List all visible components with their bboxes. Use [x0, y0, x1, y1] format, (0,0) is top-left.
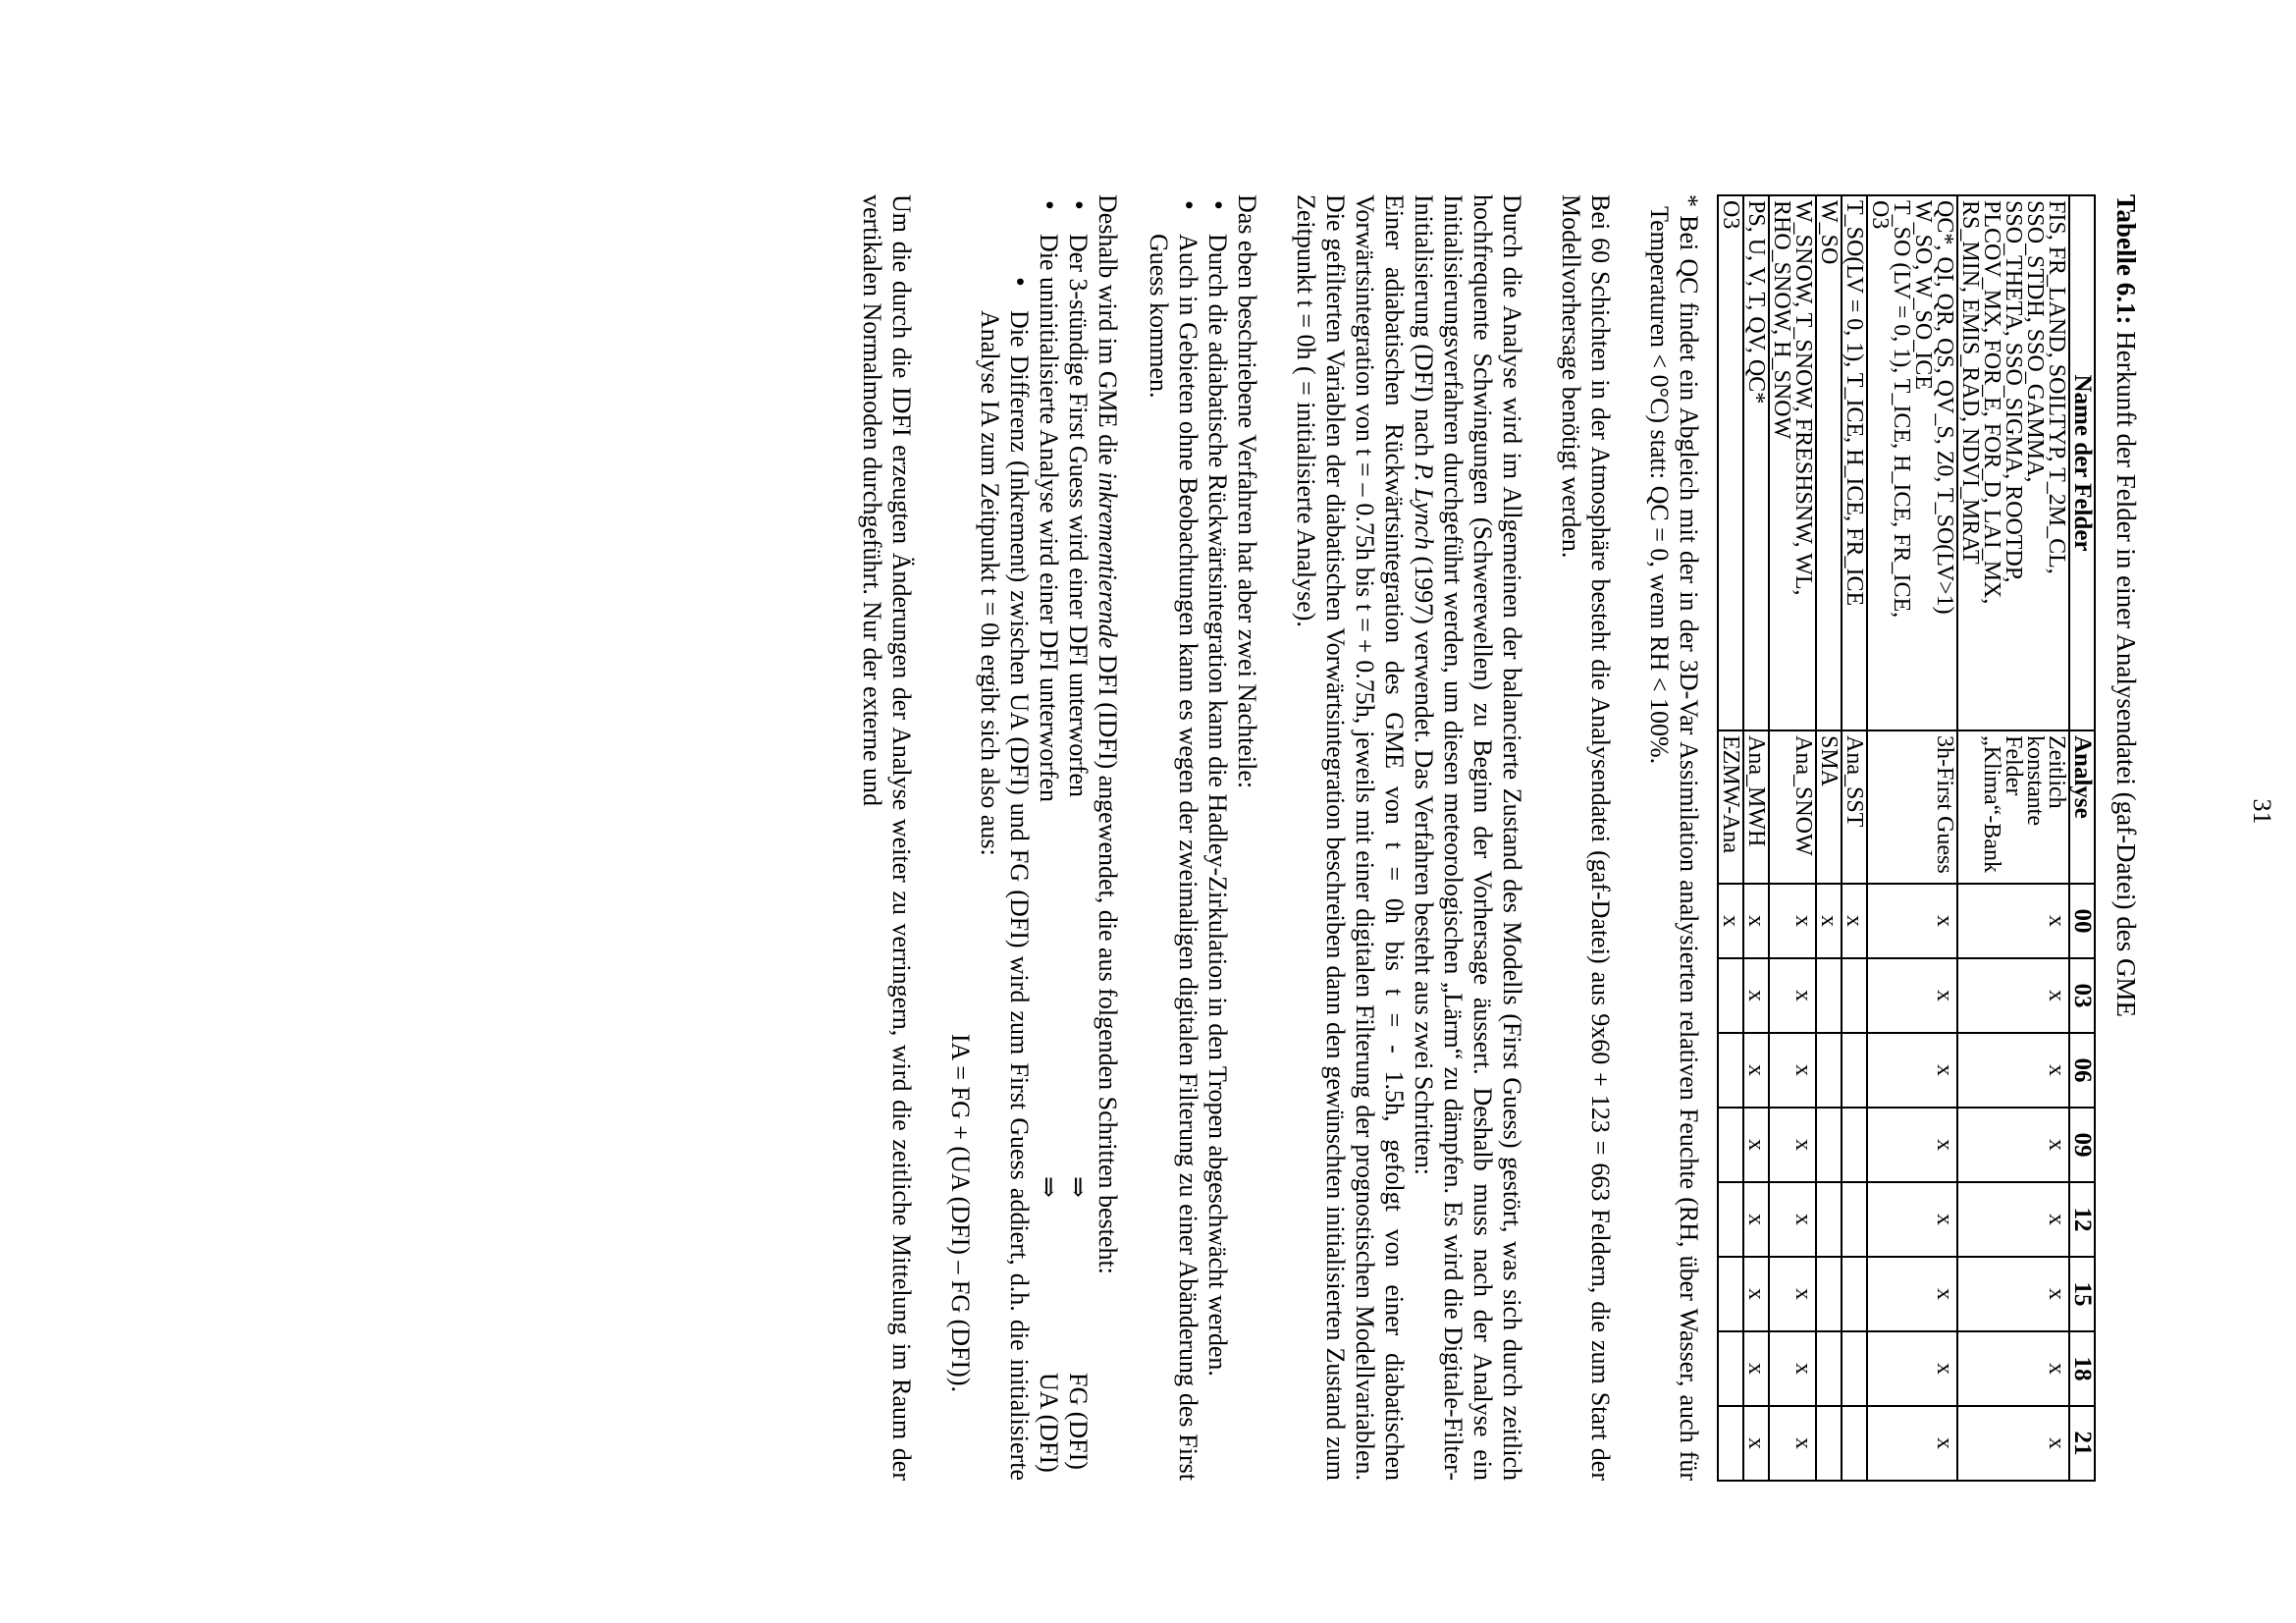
table-caption: [2111, 194, 2141, 1481]
field-line: RS_MIN, EMIS_RAD, NDVI_MRAT: [1957, 200, 1983, 565]
list-item: [1034, 234, 1063, 1481]
cell-analyse: [1718, 730, 1743, 884]
cell-hour-mark: [1718, 1257, 1743, 1331]
paragraph-idfi: [1093, 194, 1122, 1481]
emphasis: inkrementierende: [1094, 471, 1122, 649]
cell-hour-mark: x: [1769, 1182, 1816, 1257]
cell-hour-mark: [1816, 958, 1842, 1033]
paragraph-closing: Um die durch die IDFI erzeugten Änderungen der Analyse weiter zu verringern, wird die zeitliche Mittelung im Raum der vertikalen Normalmoden durchgeführt. Nur der externe und: [858, 194, 916, 1481]
cell-hour-mark: [1718, 1108, 1743, 1182]
table-row: [1867, 195, 1957, 1481]
header-hour: 12: [2069, 1182, 2095, 1257]
cell-hour-mark: [1842, 1182, 1867, 1257]
paragraph-analysis: [1409, 194, 1526, 1481]
analyse-line: Ana_MWH: [1743, 735, 1769, 847]
header-hour: 09: [2069, 1108, 2095, 1182]
cell-analyse: [1769, 730, 1816, 884]
field-line: SSO_THETA, SSO_SIGMA, ROOTDP,: [2001, 200, 2026, 583]
table-header-row: [2069, 195, 2095, 1481]
cell-hour-mark: x: [1743, 1331, 1769, 1406]
cell-hour-mark: x: [1816, 884, 1842, 958]
header-hour: 00: [2069, 884, 2095, 958]
cell-hour-mark: x: [1957, 1257, 2069, 1331]
cell-field-names: [1769, 195, 1816, 730]
cell-hour-mark: [1842, 1033, 1867, 1108]
cell-hour-mark: [1842, 1108, 1867, 1182]
list-item: • Die Differenz (Inkrement) zwischen UA (DFI) und FG (DFI) wird zum First Guess addiert, d.h. die initialisierte Analyse IA zum Zeitpunkt t = 0h ergibt sich also aus:: [975, 310, 1034, 1481]
cell-hour-mark: x: [1743, 1182, 1769, 1257]
field-line: T_SO (LV = 0, 1), T_ICE, H_ICE, FR_ICE,: [1889, 200, 1914, 619]
cell-analyse: [1816, 730, 1842, 884]
analyse-line: Ana_SST: [1842, 735, 1867, 828]
cell-hour-mark: x: [1769, 1406, 1816, 1481]
table-row: [1743, 195, 1769, 1481]
cell-hour-mark: x: [1957, 958, 2069, 1033]
analyse-line: SMA: [1816, 735, 1842, 787]
arrow-icon: ⇒: [1064, 1176, 1093, 1198]
paragraph-integration: Einer adiabatischen Rückwärtsintegration des GME von t = 0h bis t = - 1.5h, gefolgt von einer diabatischen Vorwärtsintegration von t = – 0.75h bis t = + 0.75h, jeweils mit einer digitalen Filterung der prognostischen Modellvariablen. Die gefilterten Variablen der diabatischen Vorwärtsintegration beschreiben dann den gewünschten initialisierten Zustand zum Zeitpunkt t = 0h ( = initialisierte Analyse).: [1292, 194, 1409, 1481]
step-text: • Der 3-stündige First Guess wird einer DFI unterworfen: [1064, 234, 1093, 798]
cell-field-names: [1842, 195, 1867, 730]
steps-list: [1034, 194, 1093, 1481]
cell-hour-mark: x: [1743, 1406, 1769, 1481]
field-line: O3: [1867, 200, 1893, 230]
cell-hour-mark: [1842, 1257, 1867, 1331]
arrow-icon: ⇒: [1035, 1176, 1063, 1198]
cell-hour-mark: [1816, 1257, 1842, 1331]
cell-field-names: [1718, 195, 1743, 730]
fields-table: [1717, 194, 2096, 1482]
cell-hour-mark: x: [1867, 1331, 1957, 1406]
caption-text: Herkunft der Felder in einer Analysendatei (gaf-Datei) des GME: [2111, 324, 2141, 1018]
cell-hour-mark: x: [1743, 884, 1769, 958]
text-run: DFI (IDFI) angewendet, die aus folgenden Schritten besteht:: [1094, 648, 1122, 1274]
paragraph-fields: Bei 60 Schichten in der Atmosphäre besteht die Analysendatei (gaf-Datei) aus 9x60 + 123 = 663 Feldern, die zum Start der Modellvorhersage benötigt werden.: [1557, 194, 1615, 1481]
cell-hour-mark: x: [1769, 1033, 1816, 1108]
field-line: T_SO(LV = 0, 1), T_ICE, H_ICE, FR_ICE: [1842, 200, 1867, 607]
step-text: • Die uninitialisierte Analyse wird einer DFI unterworfen: [1035, 234, 1063, 803]
field-line: W_SO, W_SO_ICE: [1910, 200, 1936, 390]
formula: IA = FG + (UA (DFI) – FG (DFI)).: [946, 1033, 975, 1392]
cell-field-names: [1816, 195, 1842, 730]
cell-hour-mark: x: [1957, 1182, 2069, 1257]
field-line: RHO_SNOW, H_SNOW: [1769, 200, 1794, 440]
cell-hour-mark: x: [1957, 884, 2069, 958]
list-item: • Durch die adiabatische Rückwärtsintegration kann die Hadley-Zirkulation in den Tropen abgeschwächt werden.: [1202, 234, 1232, 1481]
cell-hour-mark: x: [1743, 1257, 1769, 1331]
cell-hour-mark: [1718, 1406, 1743, 1481]
step-result: FG (DFI): [1064, 1373, 1093, 1470]
header-hour: 21: [2069, 1406, 2095, 1481]
paragraph-drawbacks-intro: Das eben beschriebene Verfahren hat aber zwei Nachteile:: [1233, 194, 1261, 789]
cell-hour-mark: [1816, 1108, 1842, 1182]
cell-hour-mark: [1718, 958, 1743, 1033]
text-run: (1997) verwendet. Das Verfahren besteht aus zwei Schritten:: [1410, 549, 1438, 1175]
cell-hour-mark: x: [1867, 1108, 1957, 1182]
analyse-line: 3h-First Guess: [1932, 735, 1957, 874]
cell-hour-mark: x: [1867, 884, 1957, 958]
cell-analyse: [1867, 730, 1957, 884]
cell-hour-mark: x: [1957, 1108, 2069, 1182]
cell-hour-mark: x: [1718, 884, 1743, 958]
field-line: PS, U, V, T, QV, QC*: [1743, 200, 1769, 405]
analyse-line: Felder: [2001, 735, 2026, 796]
analyse-line: „Klima“-Bank: [1979, 735, 2004, 873]
cell-hour-mark: x: [1769, 958, 1816, 1033]
caption-label: Tabelle 6.1:: [2111, 194, 2141, 325]
header-analyse: Analyse: [2069, 730, 2095, 884]
cell-hour-mark: x: [1743, 958, 1769, 1033]
table-row: [1769, 195, 1816, 1481]
list-item: • Auch in Gebieten ohne Beobachtungen kann es wegen der zweimaligen digitalen Filterung zu einer Abänderung des First Guess kommen.: [1144, 234, 1202, 1481]
cell-field-names: [1743, 195, 1769, 730]
header-hour: 06: [2069, 1033, 2095, 1108]
cell-hour-mark: [1816, 1033, 1842, 1108]
cell-hour-mark: [1842, 1331, 1867, 1406]
cell-field-names: [1867, 195, 1957, 730]
cell-hour-mark: [1718, 1182, 1743, 1257]
table-row: [1957, 195, 2069, 1481]
cell-hour-mark: [1718, 1033, 1743, 1108]
text-run: Deshalb wird im GME die: [1094, 194, 1122, 472]
analyse-line: konstante: [2022, 735, 2048, 826]
list-item: [1063, 234, 1093, 1481]
cell-hour-mark: x: [1957, 1406, 2069, 1481]
cell-hour-mark: x: [1769, 1108, 1816, 1182]
cell-hour-mark: x: [1842, 884, 1867, 958]
header-hour: 18: [2069, 1331, 2095, 1406]
cell-hour-mark: [1842, 1406, 1867, 1481]
cell-hour-mark: x: [1867, 958, 1957, 1033]
field-line: PLCOV_MX, FOR_E, FOR_D, LAI_MX,: [1979, 200, 2004, 605]
cell-hour-mark: x: [1867, 1033, 1957, 1108]
table-footnote: * Bei QC findet ein Abgleich mit der in der 3D-Var Assimilation analysierten relativen Feuchte (RH, über Wasser, auch für Temperaturen < 0°C) statt: QC = 0, wenn RH < 100%.: [1645, 194, 1703, 1481]
header-hour: 03: [2069, 958, 2095, 1033]
field-line: W_SO: [1816, 200, 1842, 265]
page-number: 31: [2248, 798, 2276, 825]
analyse-line: EZMW-Ana: [1718, 735, 1743, 853]
field-line: FIS, FR_LAND, SOILTYP, T_2M_CL,: [2044, 200, 2069, 574]
table-row: [1816, 195, 1842, 1481]
cell-hour-mark: [1816, 1406, 1842, 1481]
header-name: Name der Felder: [2069, 195, 2095, 730]
cell-field-names: [1957, 195, 2069, 730]
analyse-line: Zeitlich: [2044, 735, 2069, 809]
cell-hour-mark: x: [1769, 1331, 1816, 1406]
field-line: SSO_STDH, SSO_GAMMA,: [2022, 200, 2048, 483]
page-content: [857, 194, 2141, 1481]
cell-hour-mark: x: [1743, 1033, 1769, 1108]
field-line: QC*, QI, QR, QS, QV_S, Z0, T_SO(LV>1): [1932, 200, 1957, 615]
cell-analyse: [1743, 730, 1769, 884]
author-name: P. Lynch: [1410, 462, 1438, 550]
cell-hour-mark: x: [1867, 1257, 1957, 1331]
cell-hour-mark: [1816, 1182, 1842, 1257]
field-line: W_SNOW, T_SNOW, FRESHSNW, WL,: [1790, 200, 1816, 596]
cell-hour-mark: [1718, 1331, 1743, 1406]
cell-hour-mark: x: [1867, 1182, 1957, 1257]
cell-hour-mark: x: [1957, 1331, 2069, 1406]
table-row: [1718, 195, 1743, 1481]
cell-hour-mark: x: [1769, 884, 1816, 958]
step-result: UA (DFI): [1035, 1373, 1063, 1473]
cell-analyse: [1957, 730, 2069, 884]
cell-hour-mark: [1842, 958, 1867, 1033]
text-run: Durch die Analyse wird im Allgemeinen der balancierte Zustand des Modells (First Guess) gestört, was sich durch zeitlich hochfrequente Schwingungen (Schwerewellen) zu Beginn der Vorhersage äussert. Deshalb muss nach der Analyse ein Initialisierungsverfahren durchgeführt werden, um diesen meteorologischen „Lärm“ zu dämpfen. Es wird die Digitale-Filter-Initialisierung (DFI) nach: [1410, 194, 1526, 1481]
field-line: O3: [1718, 200, 1743, 230]
header-hour: 15: [2069, 1257, 2095, 1331]
table-row: [1842, 195, 1867, 1481]
cell-hour-mark: x: [1957, 1033, 2069, 1108]
cell-hour-mark: x: [1743, 1108, 1769, 1182]
cell-hour-mark: [1816, 1331, 1842, 1406]
analyse-line: Ana_SNOW: [1790, 735, 1816, 856]
cell-analyse: [1842, 730, 1867, 884]
cell-hour-mark: x: [1867, 1406, 1957, 1481]
cell-hour-mark: x: [1769, 1257, 1816, 1331]
drawbacks-list: [1144, 194, 1232, 1481]
increment-list: [975, 194, 1034, 1481]
